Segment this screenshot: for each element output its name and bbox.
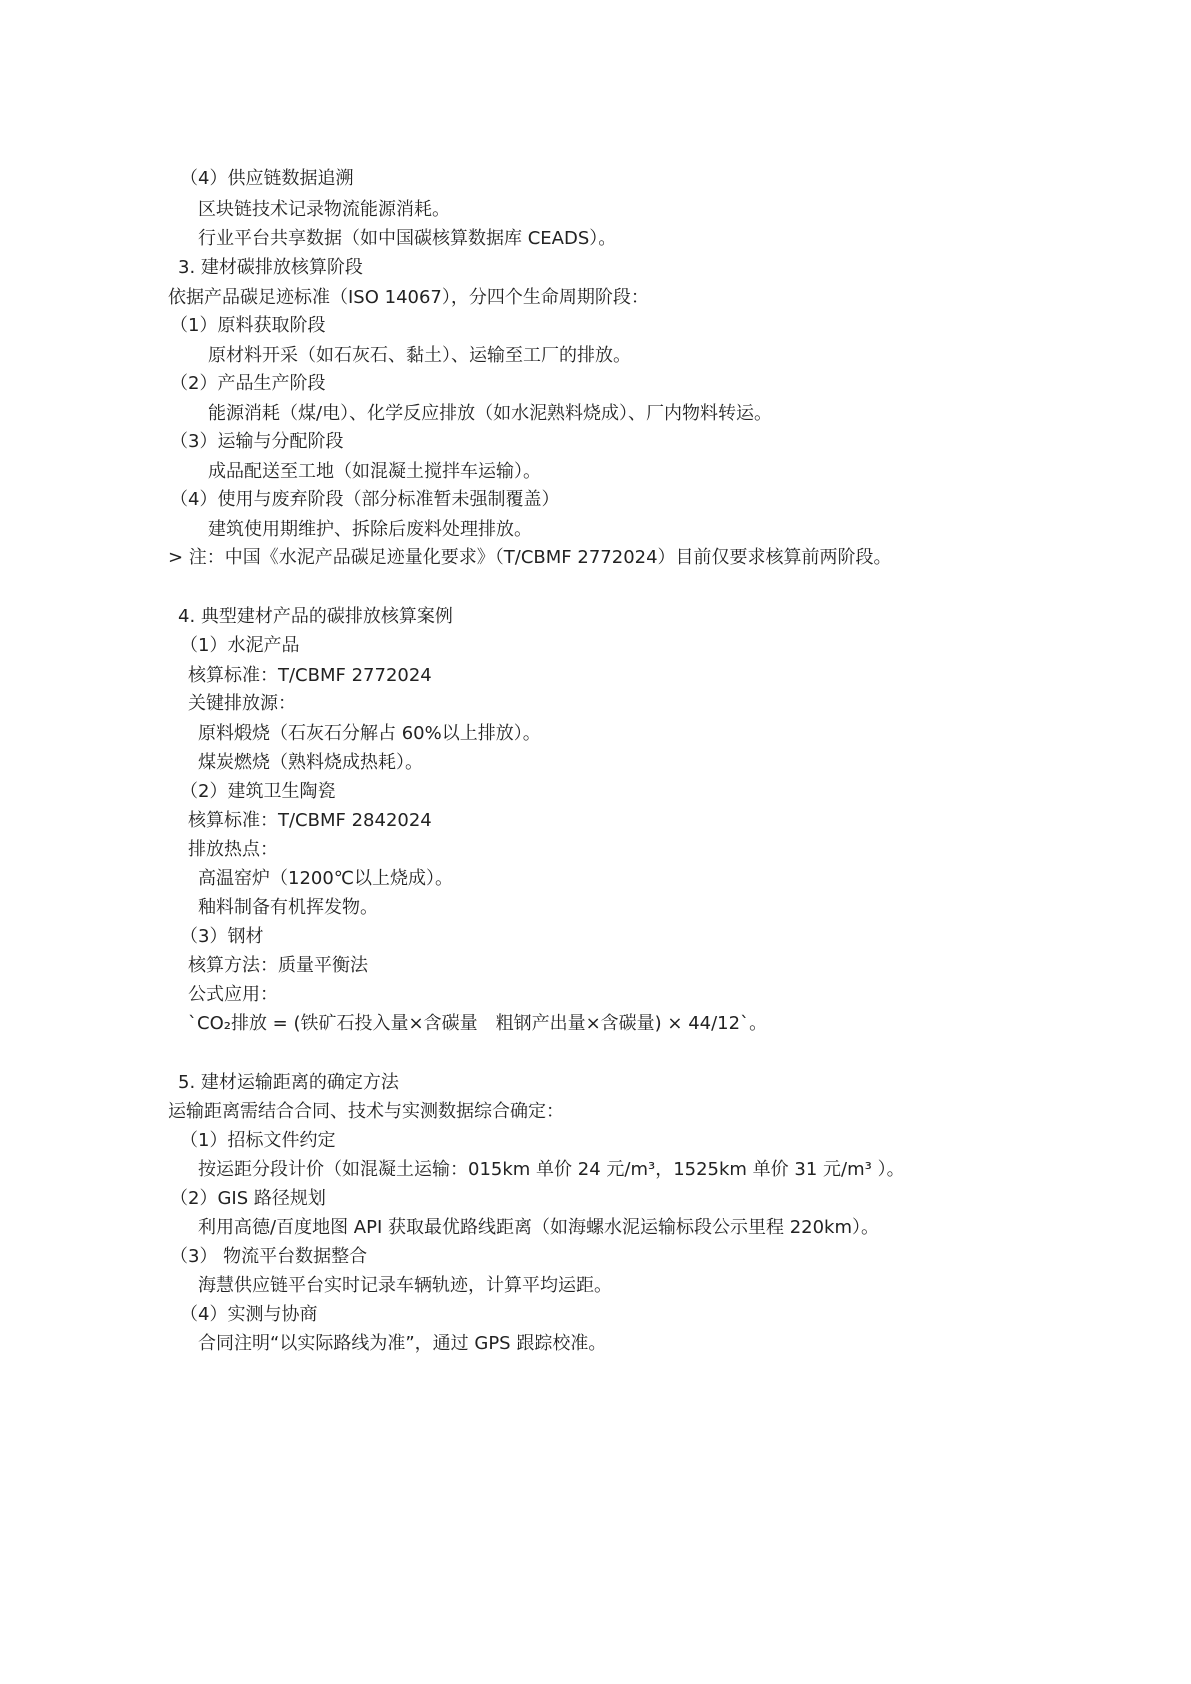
- paragraph-line: 核算方法：质量平衡法: [188, 955, 368, 976]
- subheading-transport: （3）运输与分配阶段: [170, 431, 344, 452]
- note-line: > 注：中国《水泥产品碳足迹量化要求》（T/CBMF 2772024）目前仅要求核算前两阶段。: [168, 547, 892, 568]
- subheading-supply-chain-trace: （4）供应链数据追溯: [180, 168, 354, 189]
- paragraph-line: 利用高德/百度地图 API 获取最优路线距离（如海螺水泥运输标段公示里程 220km）。: [198, 1217, 880, 1238]
- paragraph-line: 行业平台共享数据（如中国碳核算数据库 CEADS）。: [198, 228, 617, 249]
- paragraph-line: 核算标准：T/CBMF 2842024: [188, 810, 432, 831]
- subheading-tender: （1）招标文件约定: [180, 1130, 336, 1151]
- paragraph-line: 核算标准：T/CBMF 2772024: [188, 665, 432, 686]
- paragraph-line: 关键排放源：: [188, 693, 296, 714]
- paragraph-line: 合同注明“以实际路线为准”，通过 GPS 跟踪校准。: [198, 1333, 607, 1354]
- paragraph-line: 运输距离需结合合同、技术与实测数据综合确定：: [168, 1101, 564, 1122]
- paragraph-line: 公式应用：: [188, 984, 278, 1005]
- subheading-use-disposal: （4）使用与废弃阶段（部分标准暂未强制覆盖）: [170, 489, 560, 510]
- paragraph-line: 高温窑炉（1200℃以上烧成）。: [198, 868, 454, 889]
- subheading-production: （2）产品生产阶段: [170, 373, 326, 394]
- subheading-cement: （1）水泥产品: [180, 635, 300, 656]
- subheading-raw-material: （1）原料获取阶段: [170, 315, 326, 336]
- paragraph-line: 原材料开采（如石灰石、黏土）、运输至工厂的排放。: [208, 345, 631, 366]
- paragraph-line: 依据产品碳足迹标准（ISO 14067），分四个生命周期阶段：: [168, 287, 649, 308]
- paragraph-line: 成品配送至工地（如混凝土搅拌车运输）。: [208, 461, 541, 482]
- section-heading-5: 5. 建材运输距离的确定方法: [178, 1072, 399, 1093]
- paragraph-line: 能源消耗（煤/电）、化学反应排放（如水泥熟料烧成）、厂内物料转运。: [208, 403, 773, 424]
- subheading-gis: （2）GIS 路径规划: [170, 1188, 326, 1209]
- paragraph-line: 区块链技术记录物流能源消耗。: [198, 199, 450, 220]
- subheading-steel: （3）钢材: [180, 926, 264, 947]
- subheading-ceramics: （2）建筑卫生陶瓷: [180, 781, 336, 802]
- section-heading-3: 3. 建材碳排放核算阶段: [178, 257, 363, 278]
- formula-line: `CO₂排放 = (铁矿石投入量×含碳量 粗钢产出量×含碳量) × 44/12`。: [188, 1013, 768, 1034]
- paragraph-line: 釉料制备有机挥发物。: [198, 897, 378, 918]
- section-heading-4: 4. 典型建材产品的碳排放核算案例: [178, 606, 453, 627]
- paragraph-line: 按运距分段计价（如混凝土运输：015km 单价 24 元/m³，1525km 单价 31 元/m³ ）。: [198, 1159, 905, 1180]
- subheading-logistics: （3） 物流平台数据整合: [170, 1246, 368, 1267]
- paragraph-line: 煤炭燃烧（熟料烧成热耗）。: [198, 752, 423, 773]
- paragraph-line: 建筑使用期维护、拆除后废料处理排放。: [208, 519, 532, 540]
- paragraph-line: 海慧供应链平台实时记录车辆轨迹，计算平均运距。: [198, 1275, 612, 1296]
- paragraph-line: 排放热点：: [188, 839, 278, 860]
- subheading-measurement: （4）实测与协商: [180, 1304, 318, 1325]
- paragraph-line: 原料煅烧（石灰石分解占 60%以上排放）。: [198, 723, 541, 744]
